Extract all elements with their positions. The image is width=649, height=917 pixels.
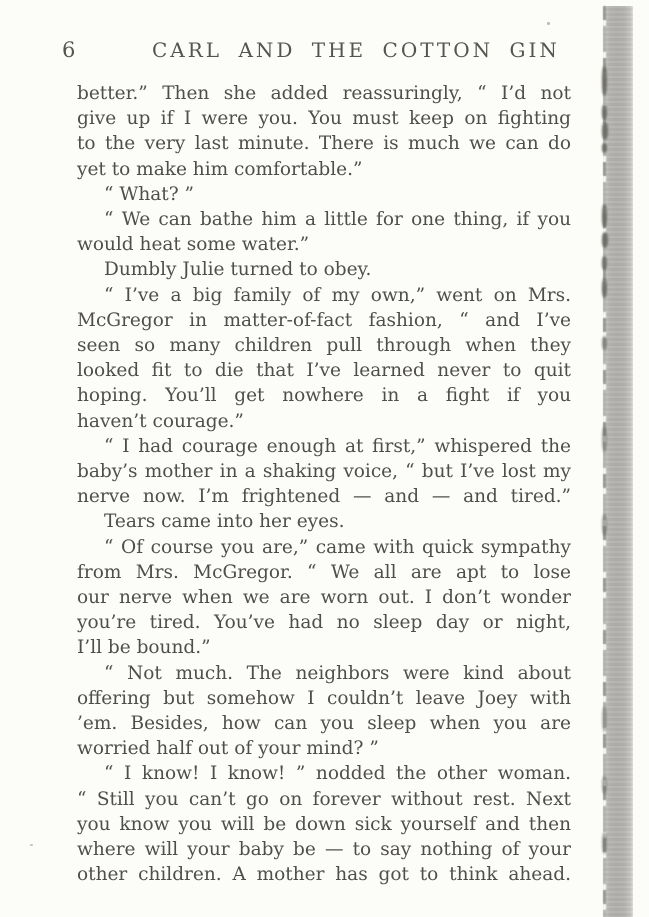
running-head [0,36,649,66]
scan-artifact [602,232,608,248]
text-line: our nerve when we are worn out. I don’t wonder [77,587,571,609]
text-line: McGregor in matter-of-fact fashion, “ and I’ve [77,309,571,331]
text-line: “ Of course you are,” came with quick sympathy [104,536,571,558]
paragraph [77,283,571,434]
header-title: CARL AND THE COTTON GIN [152,38,560,62]
text-line: “ I’ve a big family of my own,” went on Mrs. [104,284,571,306]
scan-speck [547,22,550,25]
scan-artifact [602,143,607,153]
text-line: Tears came into her eyes. [104,511,345,533]
page-number: 6 [62,38,76,62]
text-line: “ I know! I know! ” nodded the other woman. [104,763,571,785]
text-line: Dumbly Julie turned to obey. [104,259,372,281]
text-line: from Mrs. McGregor. “ We all are apt to lose [77,561,571,583]
scan-artifact [602,256,607,270]
paragraph [77,661,571,762]
text-line: haven’t courage.” [77,410,244,432]
scan-artifact [602,776,607,794]
text-line: yet to make him comfortable.” [77,158,363,180]
scan-artifact [602,832,607,854]
text-line: better.” Then she added reassuringly, “ I’d not [77,83,571,104]
text-line: “ Not much. The neighbors were kind about [104,662,571,684]
scan-artifact [602,706,607,732]
body-text [77,81,571,888]
scan-artifact [602,122,608,140]
scan-speck [30,844,33,846]
paragraph [77,509,571,534]
text-line: where will your baby be — to say nothing of your [77,839,571,861]
text-line: other children. A mother has got to think ahead. [77,864,571,886]
text-line: nerve now. I’m frightened — and — and tired.” [77,486,571,508]
text-line: looked fit to die that I’ve learned never to quit [77,360,571,382]
text-line: “ We can bathe him a little for one thing, if you [104,209,571,231]
text-line: “ Still you can’t go on forever without rest. Next [77,788,571,810]
scan-artifact [602,514,607,536]
text-line: “ I had courage enough at first,” whispered the [104,435,571,457]
paragraph [77,257,571,282]
text-line: worried half out of your mind? ” [77,738,379,760]
paragraph [77,761,571,887]
scan-artifact [602,426,607,452]
text-line: ’em. Besides, how can you sleep when you are [77,713,571,735]
paragraph [77,81,571,182]
scan-artifact [602,278,607,298]
paragraph [77,182,571,207]
text-line: I’ll be bound.” [77,637,211,659]
text-line: baby’s mother in a shaking voice, “ but I’ve lost my [77,461,571,483]
paragraph [77,207,571,257]
paragraph [77,434,571,510]
scan-artifact [602,336,607,350]
scan-artifact [602,104,607,120]
text-line: you know you will be down sick yourself and then [77,813,571,835]
scan-artifact [602,204,607,228]
paragraph [77,535,571,661]
text-line: you’re tired. You’ve had no sleep day or night, [77,612,571,634]
text-line: would heat some water.” [77,234,310,256]
text-line: give up if I were you. You must keep on fighting [77,108,571,130]
text-line: to the very last minute. There is much we can do [77,133,571,155]
text-line: hoping. You’ll get nowhere in a fight if you [77,385,571,407]
scan-artifact [602,66,607,96]
scan-edge-strip [603,6,633,917]
text-line: offering but somehow I couldn’t leave Joey with [77,687,571,709]
text-line: seen so many children pull through when they [77,335,571,357]
text-line: “ What? ” [104,183,194,205]
